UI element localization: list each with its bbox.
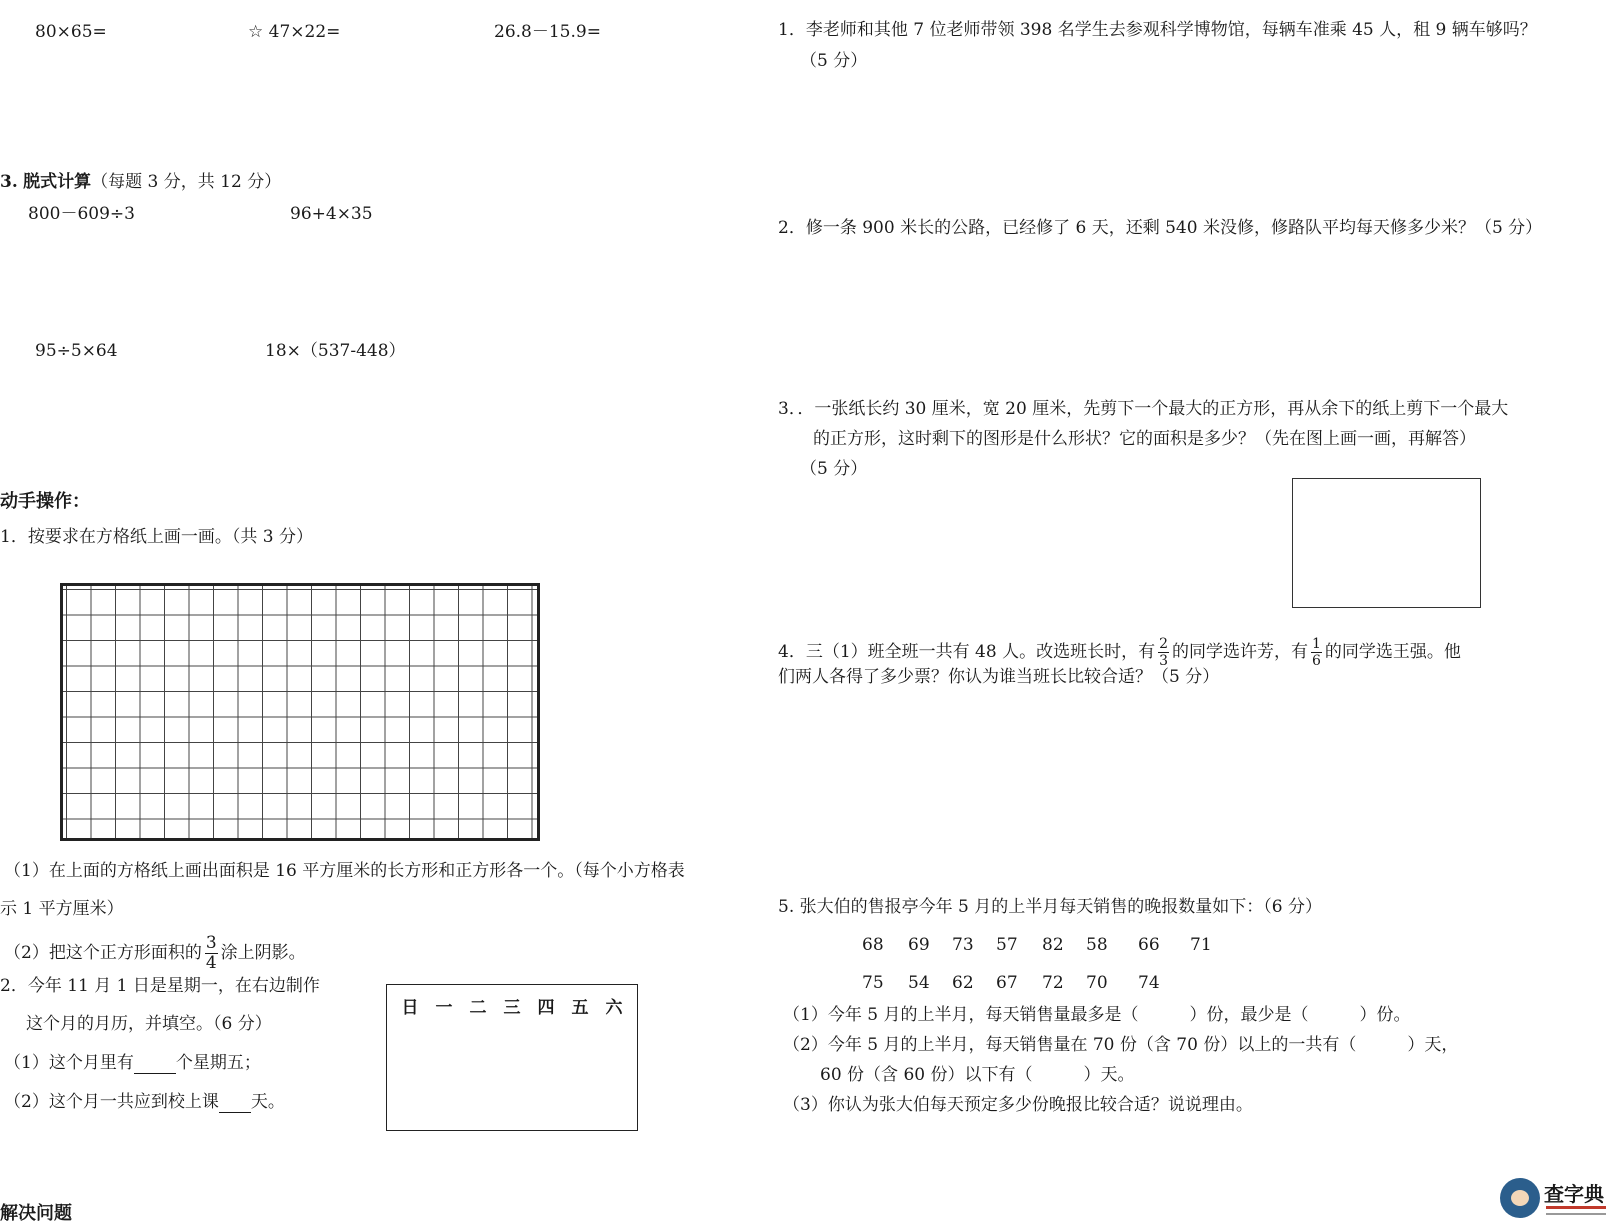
- calendar-day: 日: [401, 998, 419, 1018]
- p4-post: 的同学选王强。他: [1324, 642, 1461, 662]
- frac-num: 1: [1312, 636, 1321, 652]
- data-value: 58: [1086, 935, 1108, 955]
- data-value: 73: [952, 935, 974, 955]
- hands-on-q2-line1: 2．今年 11 月 1 日是星期一，在右边制作: [0, 976, 320, 996]
- calendar-day: 四: [537, 998, 555, 1018]
- q2-sub1-post: 个星期五；: [175, 1053, 261, 1073]
- frac-num: 2: [1159, 636, 1168, 652]
- hands-on-q2-sub2: [4, 1092, 285, 1113]
- problem-5-q2-line1: （2）今年 5 月的上半月，每天销售量在 70 份（含 70 份）以上的一共有（ ）天，: [783, 1035, 1459, 1055]
- problem-4-line2: 们两人各得了多少票？你认为谁当班长比较合适？（5 分）: [778, 667, 1220, 687]
- data-value: 75: [862, 973, 884, 993]
- calendar-day: 五: [571, 998, 589, 1018]
- step-calc-q3: 95÷5×64: [35, 341, 118, 361]
- hands-on-q2-sub1: [4, 1053, 261, 1074]
- hands-on-sub1-line2: 示 1 平方厘米）: [0, 899, 124, 919]
- hands-on-sub1-line1: （1）在上面的方格纸上画出面积是 16 平方厘米的长方形和正方形各一个。（每个小方格表: [4, 861, 685, 881]
- q2-sub2-post: 天。: [250, 1092, 285, 1112]
- problem-5-title: 5. 张大伯的售报亭今年 5 月的上半月每天销售的晚报数量如下：（6 分）: [778, 897, 1322, 917]
- problem-4-line1: [778, 637, 1461, 668]
- problem-5-q1: （1）今年 5 月的上半月，每天销售量最多是（ ）份，最少是（ ）份。: [783, 1005, 1411, 1025]
- frac-den: 4: [205, 953, 217, 973]
- q2-sub1-pre: （1）这个月里有: [4, 1053, 134, 1073]
- logo-tagline-bar: [1546, 1213, 1606, 1215]
- fraction-two-thirds: [1158, 637, 1169, 668]
- oral-calc-q2: ☆ 47×22=: [248, 22, 341, 42]
- fill-blank[interactable]: [134, 1053, 176, 1074]
- mascot-icon: [1500, 1178, 1540, 1218]
- data-value: 71: [1190, 935, 1212, 955]
- fill-blank[interactable]: [219, 1092, 251, 1113]
- step-calc-note: （每题 3 分，共 12 分）: [91, 172, 282, 192]
- p5-data-row-1: [862, 935, 1230, 955]
- calendar-header: [387, 993, 637, 1018]
- step-calc-title: 脱式计算: [23, 172, 92, 192]
- oral-calc-q3: 26.8－15.9=: [494, 22, 601, 42]
- problem-3-line2: 的正方形，这时剩下的图形是什么形状？它的面积是多少？（先在图上画一画，再解答）: [813, 429, 1476, 449]
- fraction-three-quarters: [205, 935, 218, 972]
- data-value: 67: [996, 973, 1018, 993]
- problem-5-q3: （3）你认为张大伯每天预定多少份晚报比较合适？说说理由。: [783, 1095, 1253, 1115]
- logo-underline: [1546, 1206, 1606, 1209]
- q2-sub2-pre: （2）这个月一共应到校上课: [4, 1092, 219, 1112]
- data-value: 69: [908, 935, 930, 955]
- step-calc-num: 3.: [0, 172, 18, 192]
- calendar-day: 三: [503, 998, 521, 1018]
- site-logo: [1498, 1174, 1610, 1222]
- data-value: 74: [1138, 973, 1160, 993]
- data-value: 57: [996, 935, 1018, 955]
- step-calc-q4: 18×（537-448）: [265, 341, 406, 361]
- fraction-one-sixth: [1311, 637, 1322, 668]
- p5-data-row-2: [862, 973, 1178, 993]
- hands-on-sub2-post: 涂上阴影。: [220, 943, 306, 963]
- calendar-day: 二: [469, 998, 487, 1018]
- data-value: 82: [1042, 935, 1064, 955]
- problem-1-line1: 1．李老师和其他 7 位老师带领 398 名学生去参观科学博物馆，每辆车准乘 45 人，租 9 辆车够吗？: [778, 20, 1537, 40]
- problem-1-line2: （5 分）: [800, 51, 868, 71]
- problem-3-line3: （5 分）: [800, 459, 868, 479]
- frac-den: 6: [1312, 653, 1321, 669]
- problem-3-line1: 3．．一张纸长约 30 厘米，宽 20 厘米，先剪下一个最大的正方形，再从余下的纸上剪下一个最大: [778, 399, 1509, 419]
- hands-on-title: 动手操作：: [0, 491, 90, 512]
- step-calc-q1: 800－609÷3: [28, 204, 135, 224]
- problem-2: 2．修一条 900 米长的公路，已经修了 6 天，还剩 540 米没修，修路队平均每天修多少米？（5 分）: [778, 218, 1543, 238]
- hands-on-sub2: [4, 935, 306, 972]
- p4-mid: 的同学选许芳，有: [1172, 642, 1308, 662]
- problem-5-q2-line2: 60 份（含 60 份）以下有（ ）天。: [820, 1065, 1135, 1085]
- calendar-day: 六: [605, 998, 623, 1018]
- solve-title: 解决问题: [0, 1203, 72, 1224]
- drawing-rectangle[interactable]: [1292, 478, 1481, 608]
- calendar-box[interactable]: [386, 984, 638, 1131]
- hands-on-q1: 1．按要求在方格纸上画一画。（共 3 分）: [0, 527, 313, 547]
- step-calc-q2: 96+4×35: [290, 204, 373, 224]
- p4-pre: 4．三（1）班全班一共有 48 人。改选班长时，有: [778, 642, 1156, 662]
- calendar-day: 一: [435, 998, 453, 1018]
- frac-num: 3: [205, 933, 217, 953]
- data-value: 68: [862, 935, 884, 955]
- data-value: 66: [1138, 935, 1160, 955]
- step-calc-heading: [0, 172, 281, 192]
- frac-den: 3: [1159, 653, 1168, 669]
- data-value: 62: [952, 973, 974, 993]
- data-value: 72: [1042, 973, 1064, 993]
- data-value: 70: [1086, 973, 1108, 993]
- grid-paper: [60, 583, 540, 841]
- logo-brand: 查字典: [1544, 1182, 1604, 1206]
- hands-on-q2-line2: 这个月的月历，并填空。（6 分）: [26, 1014, 272, 1034]
- hands-on-sub2-pre: （2）把这个正方形面积的: [4, 943, 202, 963]
- oral-calc-q1: 80×65=: [35, 22, 107, 42]
- data-value: 54: [908, 973, 930, 993]
